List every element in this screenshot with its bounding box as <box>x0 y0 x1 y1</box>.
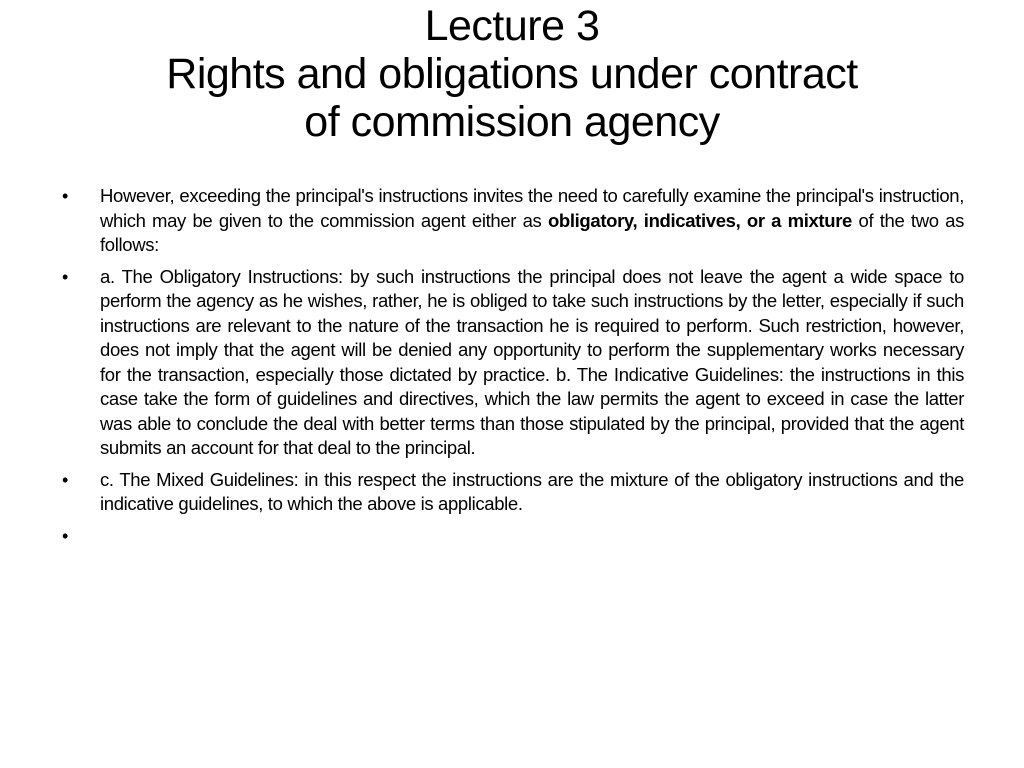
intro-text-end: of the two as follows: <box>100 209 964 255</box>
title-line-2: Rights and obligations under contract <box>166 50 858 98</box>
list-item <box>62 184 964 258</box>
bullet-dot-icon: • <box>62 266 69 287</box>
title-line-1: Lecture 3 <box>424 2 600 50</box>
intro-text-start: However, exceeding the principal's instructions invites the need to carefully examine the principal's instruction, which may be given to the commission agent either as <box>100 185 964 231</box>
title-line-3: of commission agency <box>304 98 720 146</box>
bullet-text-obligatory: a. The Obligatory Instructions: by such instructions the principal does not leave the agent a wide space to perform the agency as he wishes, rather, he is obliged to take such instructions by the letter, especially if such instructions are relevant to the nature of the transaction he is required to perform. Such restriction, however, does not imply that the agent will be denied any opportunity to perform the supplementary works necessary for the transaction, especially those dictated by practice. b. The Indicative Guidelines: the instructions in this case take the form of guidelines and directives, which the law permits the agent to exceed in case the latter was able to conclude the deal with better terms than those stipulated by the principal, provided that the agent submits an account for that deal to the principal. <box>100 265 964 458</box>
bullet-text-mixed: c. The Mixed Guidelines: in this respect the instructions are the mixture of the obligatory instructions and the indicative guidelines, to which the above is applicable. <box>100 468 964 514</box>
list-item-empty <box>62 524 964 550</box>
bullet-dot-icon: • <box>62 469 69 490</box>
intro-bold-terms: obligatory, indicatives, or a mixture <box>547 209 852 231</box>
bullet-dot-icon: • <box>62 525 69 546</box>
slide-title <box>40 2 984 146</box>
bullet-list <box>62 184 964 557</box>
list-item <box>62 468 964 517</box>
bullet-text-intro <box>100 184 964 258</box>
bullet-dot-icon: • <box>62 186 69 206</box>
list-item <box>62 265 964 461</box>
